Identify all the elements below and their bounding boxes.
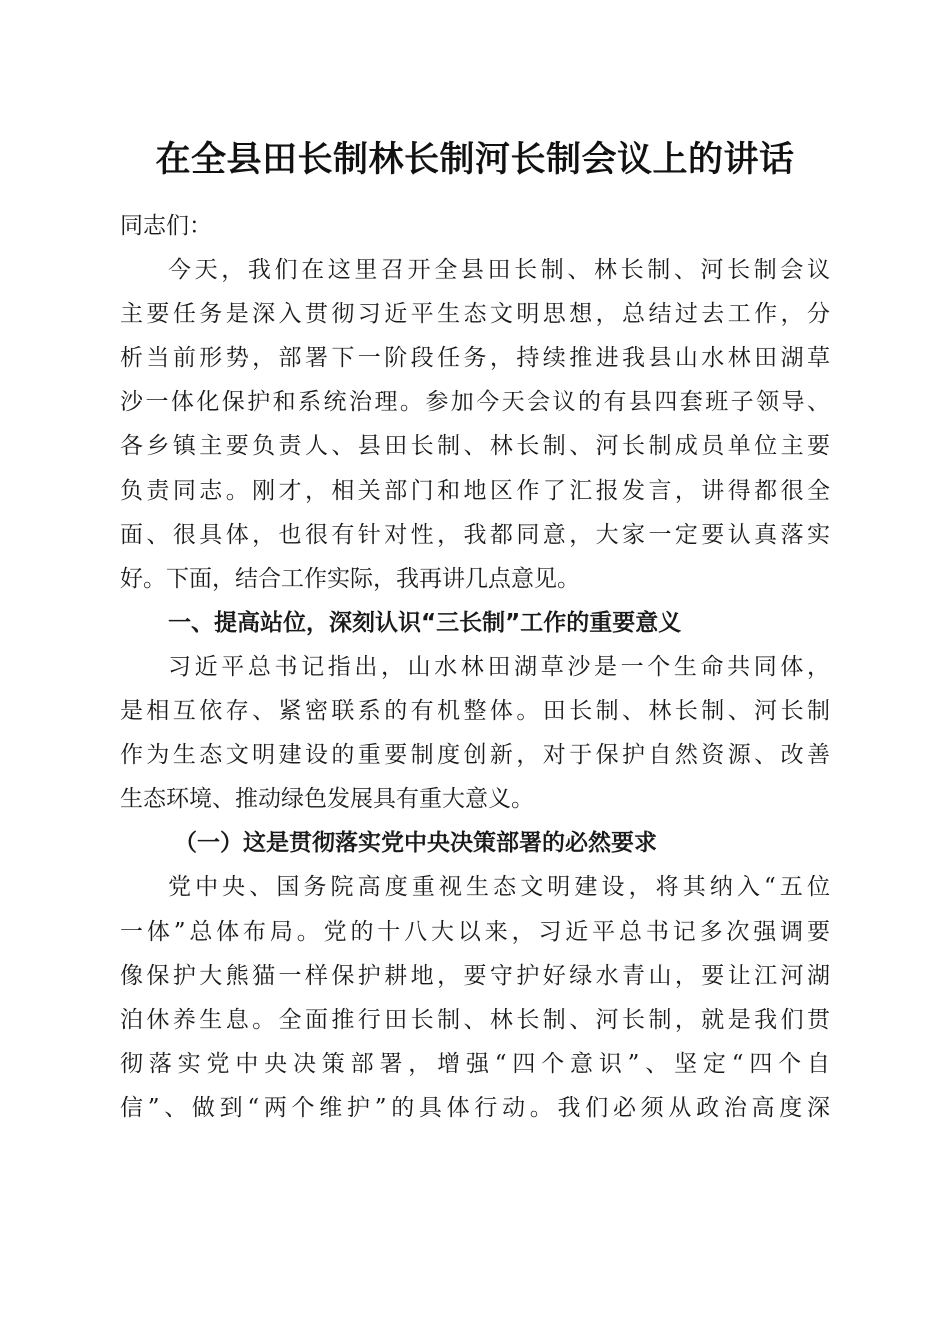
section-heading: 一、提高站位，深刻认识“三长制”工作的重要意义 xyxy=(168,609,682,636)
paragraph-line: 负责同志。刚才，相关部门和地区作了汇报发言，讲得都很全 xyxy=(120,477,830,504)
subsection-heading: （一）这是贯彻落实党中央决策部署的必然要求 xyxy=(174,829,657,857)
paragraph-line: 好。下面，结合工作实际，我再讲几点意见。 xyxy=(120,565,580,592)
paragraph-line: 各乡镇主要负责人、县田长制、林长制、河长制成员单位主要 xyxy=(120,433,830,460)
paragraph-line: 一体”总体布局。党的十八大以来，习近平总书记多次强调要 xyxy=(120,918,830,945)
paragraph-line: 面、很具体，也很有针对性，我都同意，大家一定要认真落实 xyxy=(120,521,830,548)
paragraph-line: 信”、做到“两个维护”的具体行动。我们必须从政治高度深 xyxy=(120,1094,830,1121)
paragraph-line: 是相互依存、紧密联系的有机整体。田长制、林长制、河长制 xyxy=(120,698,830,725)
paragraph-line: 泊休养生息。全面推行田长制、林长制、河长制，就是我们贯 xyxy=(120,1006,830,1033)
paragraph-line: 党中央、国务院高度重视生态文明建设，将其纳入“五位 xyxy=(168,874,830,901)
paragraph-line: 作为生态文明建设的重要制度创新，对于保护自然资源、改善 xyxy=(120,742,830,769)
document-title: 在全县田长制林长制河长制会议上的讲话 xyxy=(155,139,795,180)
paragraph-line: 沙一体化保护和系统治理。参加今天会议的有县四套班子领导、 xyxy=(120,389,830,416)
paragraph-line: 今天，我们在这里召开全县田长制、林长制、河长制会议 xyxy=(168,257,830,284)
paragraph-line: 彻落实党中央决策部署，增强“四个意识”、坚定“四个自 xyxy=(120,1050,830,1077)
paragraph-line: 像保护大熊猫一样保护耕地，要守护好绿水青山，要让江河湖 xyxy=(120,962,830,989)
paragraph-line: 析当前形势，部署下一阶段任务，持续推进我县山水林田湖草 xyxy=(120,345,830,372)
salutation: 同志们： xyxy=(120,213,212,239)
document-body xyxy=(120,204,830,1130)
paragraph-line: 主要任务是深入贯彻习近平生态文明思想，总结过去工作，分 xyxy=(120,301,830,328)
paragraph-line: 生态环境、推动绿色发展具有重大意义。 xyxy=(120,786,534,813)
paragraph-line: 习近平总书记指出，山水林田湖草沙是一个生命共同体， xyxy=(168,653,830,680)
